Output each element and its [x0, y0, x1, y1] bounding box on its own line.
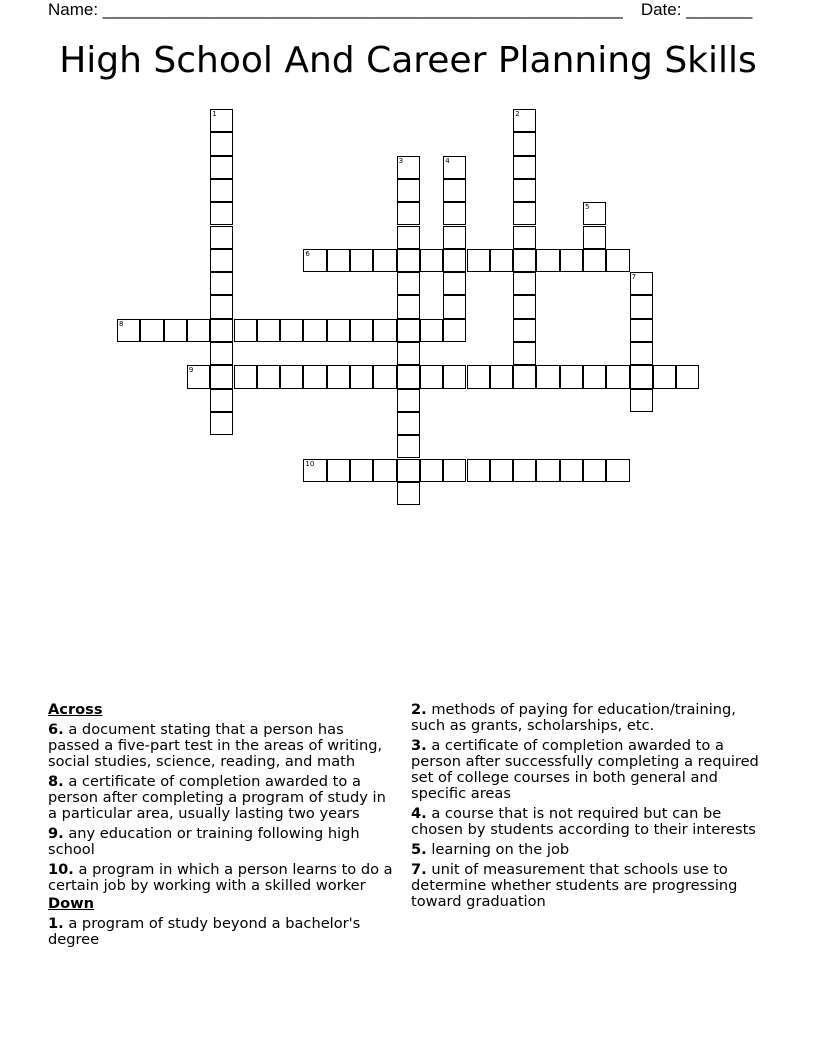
grid-cell[interactable] — [234, 319, 257, 342]
grid-cell[interactable] — [583, 365, 606, 388]
clue-across-6: 6. a document stating that a person has passed a five-part test in the areas of writing, social studies, science, reading, and math — [48, 721, 383, 770]
grid-cell[interactable] — [606, 365, 629, 388]
down-heading: Down — [48, 895, 95, 912]
crossword-grid — [0, 0, 816, 520]
grid-cell[interactable] — [513, 365, 536, 388]
grid-cell[interactable] — [420, 459, 443, 482]
clue-across-10: 10. a program in which a person learns to do a certain job by working with a skilled worker — [48, 861, 393, 894]
grid-cell[interactable] — [397, 389, 420, 412]
grid-cell[interactable] — [210, 132, 233, 155]
grid-cell[interactable] — [606, 249, 629, 272]
grid-cell[interactable] — [327, 319, 350, 342]
grid-cell[interactable] — [653, 365, 676, 388]
grid-cell[interactable] — [210, 156, 233, 179]
clue-number-label: 8 — [119, 319, 124, 328]
grid-cell[interactable] — [630, 295, 653, 318]
grid-cell[interactable] — [443, 202, 466, 225]
clue-number-label: 5 — [585, 203, 590, 212]
page-title: High School And Career Planning Skills — [59, 40, 757, 81]
clues-left-column — [48, 702, 398, 952]
clue-down-7: 7. unit of measurement that schools use to determine whether students are progressing toward graduation — [411, 861, 738, 910]
grid-cell[interactable] — [606, 459, 629, 482]
clue-number-label: 7 — [631, 273, 637, 282]
grid-cell[interactable] — [560, 365, 583, 388]
grid-cell[interactable] — [443, 179, 466, 202]
grid-cell[interactable] — [513, 342, 536, 365]
grid-cell[interactable] — [117, 319, 140, 342]
grid-cell[interactable] — [350, 459, 373, 482]
clue-number-label: 3 — [398, 156, 404, 165]
clue-down-2: 2. methods of paying for education/training, such as grants, scholarships, etc. — [411, 701, 736, 734]
clue-number-label: 2 — [515, 110, 520, 118]
grid-cell[interactable] — [140, 319, 163, 342]
grid-cell[interactable] — [210, 249, 233, 272]
grid-cell[interactable] — [443, 365, 466, 388]
clue-number-label: 1 — [212, 110, 217, 118]
grid-cell[interactable] — [303, 459, 326, 482]
grid-cell[interactable] — [397, 365, 420, 388]
grid-cell[interactable] — [350, 249, 373, 272]
grid-cell[interactable] — [443, 249, 466, 272]
grid-cell[interactable] — [420, 365, 443, 388]
grid-cell[interactable] — [443, 272, 466, 295]
grid-cell[interactable] — [583, 459, 606, 482]
grid-cell[interactable] — [397, 319, 420, 342]
grid-cell[interactable] — [630, 272, 653, 295]
grid-cell[interactable] — [560, 459, 583, 482]
grid-cell[interactable] — [513, 272, 536, 295]
grid-cell[interactable] — [397, 156, 420, 179]
grid-cell[interactable] — [210, 365, 233, 388]
clue-number-label: 10 — [305, 459, 315, 468]
grid-cell[interactable] — [234, 365, 257, 388]
grid-cell[interactable] — [513, 109, 536, 132]
grid-cell[interactable] — [210, 272, 233, 295]
clue-down-1: 1. a program of study beyond a bachelor's degree — [48, 915, 361, 948]
grid-cell[interactable] — [443, 226, 466, 249]
grid-cell[interactable] — [513, 295, 536, 318]
grid-cell[interactable] — [513, 226, 536, 249]
grid-cell[interactable] — [397, 202, 420, 225]
grid-cell[interactable] — [210, 412, 233, 435]
grid-cell[interactable] — [210, 202, 233, 225]
clue-number-label: 6 — [305, 249, 310, 258]
grid-cell[interactable] — [467, 459, 490, 482]
clue-down-5: 5. learning on the job — [411, 841, 570, 858]
grid-cell[interactable] — [327, 365, 350, 388]
grid-cell[interactable] — [397, 272, 420, 295]
grid-cell[interactable] — [210, 179, 233, 202]
grid-cell[interactable] — [676, 365, 699, 388]
grid-cell[interactable] — [397, 179, 420, 202]
grid-cell[interactable] — [373, 459, 396, 482]
grid-cell[interactable] — [257, 365, 280, 388]
grid-cell[interactable] — [350, 365, 373, 388]
grid-cell[interactable] — [397, 482, 420, 505]
grid-cell[interactable] — [490, 459, 513, 482]
grid-cell[interactable] — [583, 249, 606, 272]
grid-cell[interactable] — [303, 365, 326, 388]
date-label: Date: — [640, 0, 687, 19]
grid-cell[interactable] — [560, 249, 583, 272]
grid-cell[interactable] — [630, 342, 653, 365]
across-heading: Across — [48, 701, 103, 718]
grid-cell[interactable] — [350, 319, 373, 342]
grid-cell[interactable] — [630, 389, 653, 412]
grid-cell[interactable] — [210, 389, 233, 412]
grid-cell[interactable] — [513, 459, 536, 482]
grid-cell[interactable] — [397, 459, 420, 482]
grid-cell[interactable] — [373, 249, 396, 272]
name-label: Name: — [48, 0, 103, 19]
grid-cell[interactable] — [210, 109, 233, 132]
grid-cell[interactable] — [164, 319, 187, 342]
grid-cell[interactable] — [513, 132, 536, 155]
grid-cell[interactable] — [467, 365, 490, 388]
grid-cell[interactable] — [443, 319, 466, 342]
clue-across-8: 8. a certificate of completion awarded to a person after completing a program of study in a particular area, usually lasting two years — [48, 773, 386, 822]
grid-cell[interactable] — [443, 295, 466, 318]
grid-cell[interactable] — [583, 226, 606, 249]
grid-cell[interactable] — [397, 226, 420, 249]
grid-cell[interactable] — [420, 249, 443, 272]
grid-cell[interactable] — [583, 202, 606, 225]
clue-down-3: 3. a certificate of completion awarded to a person after successfully completing a required set of college courses in both general and specific areas — [411, 737, 759, 802]
clue-number-label: 9 — [188, 366, 194, 375]
grid-cell[interactable] — [303, 319, 326, 342]
clue-across-9: 9. any education or training following high school — [48, 825, 360, 858]
grid-cell[interactable] — [397, 295, 420, 318]
grid-cell[interactable] — [373, 319, 396, 342]
clue-number-label: 4 — [445, 156, 450, 165]
grid-cell[interactable] — [490, 365, 513, 388]
grid-cell[interactable] — [210, 226, 233, 249]
name-blank[interactable]: _______________________________________________________ — [102, 0, 623, 19]
grid-cell[interactable] — [630, 365, 653, 388]
grid-cell[interactable] — [397, 435, 420, 458]
grid-cell[interactable] — [210, 295, 233, 318]
grid-cell[interactable] — [373, 365, 396, 388]
clue-down-4: 4. a course that is not required but can be chosen by students according to their interests — [411, 805, 756, 838]
grid-cell[interactable] — [467, 249, 490, 272]
grid-cell[interactable] — [443, 459, 466, 482]
grid-cell[interactable] — [397, 412, 420, 435]
grid-cell[interactable] — [397, 342, 420, 365]
date-blank[interactable]: _______ — [686, 0, 753, 19]
grid-cell[interactable] — [536, 249, 559, 272]
grid-cell[interactable] — [536, 365, 559, 388]
grid-cell[interactable] — [280, 365, 303, 388]
grid-cell[interactable] — [513, 249, 536, 272]
grid-cell[interactable] — [513, 319, 536, 342]
grid-cell[interactable] — [536, 459, 559, 482]
grid-cell[interactable] — [187, 319, 210, 342]
grid-cell[interactable] — [397, 249, 420, 272]
clues-right-column — [411, 702, 771, 914]
grid-cell[interactable] — [443, 156, 466, 179]
grid-cell[interactable] — [630, 319, 653, 342]
grid-cell[interactable] — [327, 249, 350, 272]
grid-cell[interactable] — [513, 179, 536, 202]
grid-cell[interactable] — [513, 156, 536, 179]
grid-cell[interactable] — [280, 319, 303, 342]
grid-cell[interactable] — [187, 365, 210, 388]
grid-cell[interactable] — [257, 319, 280, 342]
grid-cell[interactable] — [327, 459, 350, 482]
grid-cell[interactable] — [420, 319, 443, 342]
grid-cell[interactable] — [513, 202, 536, 225]
grid-cell[interactable] — [210, 319, 233, 342]
grid-cell[interactable] — [490, 249, 513, 272]
grid-cell[interactable] — [210, 342, 233, 365]
grid-cell[interactable] — [303, 249, 326, 272]
